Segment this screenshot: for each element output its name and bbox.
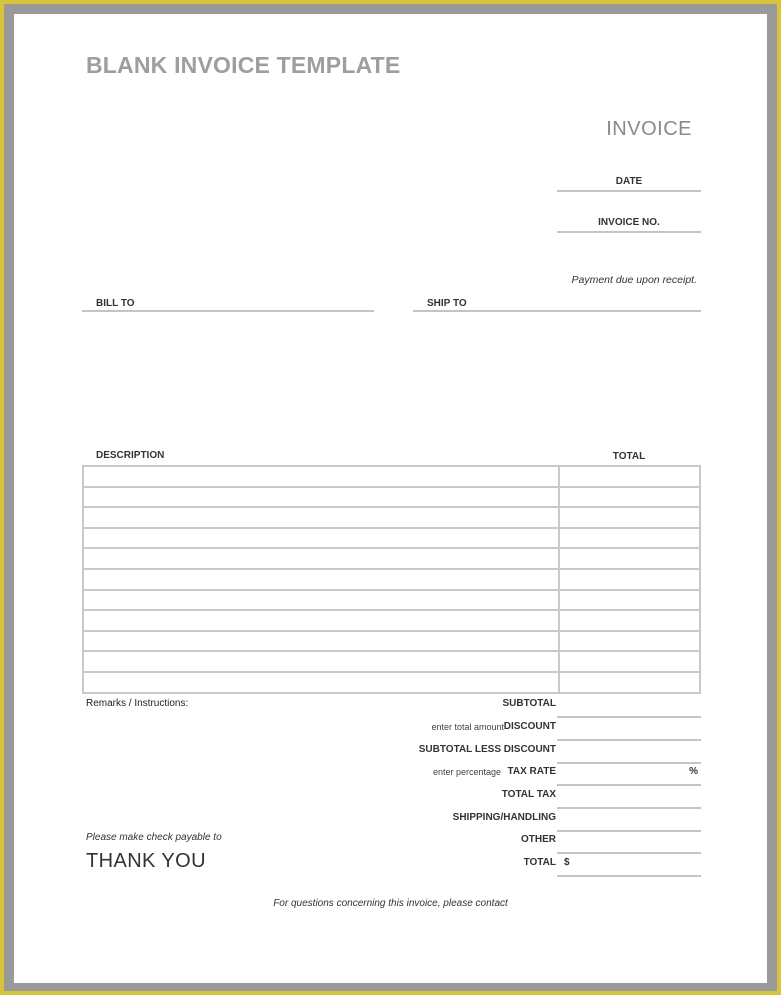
total-tax-label: TOTAL TAX <box>501 789 556 800</box>
tax-rate-row <box>214 764 701 786</box>
invoice-no-field[interactable] <box>557 231 701 233</box>
total-cell[interactable] <box>559 631 700 652</box>
total-label: TOTAL <box>523 857 556 868</box>
total-tax-row <box>214 787 701 809</box>
line-items-table <box>82 465 701 694</box>
tax-rate-field[interactable] <box>557 764 701 786</box>
tax-rate-label: TAX RATE <box>507 766 556 777</box>
other-row <box>214 832 701 854</box>
table-row <box>83 528 700 549</box>
percent-symbol: % <box>689 766 698 777</box>
total-cell[interactable] <box>559 528 700 549</box>
description-cell[interactable] <box>83 466 559 487</box>
description-cell[interactable] <box>83 631 559 652</box>
subtotal-less-discount-field[interactable] <box>557 742 701 764</box>
check-payable-note: Please make check payable to <box>86 832 222 843</box>
table-row <box>83 548 700 569</box>
ship-to-field[interactable] <box>413 310 701 312</box>
table-row <box>83 590 700 611</box>
total-cell[interactable] <box>559 548 700 569</box>
description-cell[interactable] <box>83 590 559 611</box>
total-cell[interactable] <box>559 507 700 528</box>
total-cell[interactable] <box>559 590 700 611</box>
description-cell[interactable] <box>83 610 559 631</box>
payment-note: Payment due upon receipt. <box>571 274 697 286</box>
remarks-label: Remarks / Instructions: <box>86 698 189 709</box>
total-cell[interactable] <box>559 466 700 487</box>
table-row <box>83 672 700 693</box>
total-tax-field[interactable] <box>557 787 701 809</box>
total-cell[interactable] <box>559 569 700 590</box>
subtotal-less-discount-label: SUBTOTAL LESS DISCOUNT <box>418 744 556 755</box>
table-row <box>83 507 700 528</box>
total-cell[interactable] <box>559 487 700 508</box>
bill-to-label: BILL TO <box>96 298 135 309</box>
table-row <box>83 569 700 590</box>
tax-rate-hint: enter percentage <box>432 767 501 777</box>
table-row <box>83 487 700 508</box>
date-label: DATE <box>615 176 643 187</box>
bill-to-field[interactable] <box>82 310 374 312</box>
other-label: OTHER <box>521 834 556 845</box>
subtotal-less-discount-row <box>214 742 701 764</box>
total-row <box>214 855 701 877</box>
description-cell[interactable] <box>83 548 559 569</box>
ship-to-label: SHIP TO <box>427 298 467 309</box>
other-field[interactable] <box>557 832 701 854</box>
shipping-row <box>214 810 701 832</box>
shipping-field[interactable] <box>557 810 701 832</box>
table-row <box>83 631 700 652</box>
shipping-label: SHIPPING/HANDLING <box>452 812 556 823</box>
description-cell[interactable] <box>83 487 559 508</box>
discount-label: DISCOUNT <box>503 721 556 732</box>
description-cell[interactable] <box>83 672 559 693</box>
total-cell[interactable] <box>559 672 700 693</box>
total-cell[interactable] <box>559 610 700 631</box>
dollar-symbol: $ <box>564 857 570 868</box>
description-cell[interactable] <box>83 651 559 672</box>
contact-note: For questions concerning this invoice, please contact <box>273 898 508 909</box>
outer-frame <box>4 4 777 991</box>
subtotal-label: SUBTOTAL <box>502 698 556 709</box>
discount-row <box>214 719 701 741</box>
description-cell[interactable] <box>83 507 559 528</box>
table-row <box>83 610 700 631</box>
discount-field[interactable] <box>557 719 701 741</box>
subtotal-row <box>214 696 701 718</box>
description-cell[interactable] <box>83 528 559 549</box>
document-title: BLANK INVOICE TEMPLATE <box>86 52 401 78</box>
total-cell[interactable] <box>559 651 700 672</box>
invoice-page <box>14 14 767 983</box>
description-header: DESCRIPTION <box>96 450 165 461</box>
discount-hint: enter total amount <box>431 722 504 732</box>
invoice-no-label: INVOICE NO. <box>598 217 660 228</box>
table-row <box>83 466 700 487</box>
date-field[interactable] <box>557 190 701 192</box>
subtotal-field[interactable] <box>557 696 701 718</box>
table-row <box>83 651 700 672</box>
invoice-heading: INVOICE <box>606 118 692 140</box>
thank-you-text: THANK YOU <box>86 850 206 872</box>
description-cell[interactable] <box>83 569 559 590</box>
total-header: TOTAL <box>612 451 646 462</box>
total-field[interactable] <box>557 855 701 877</box>
